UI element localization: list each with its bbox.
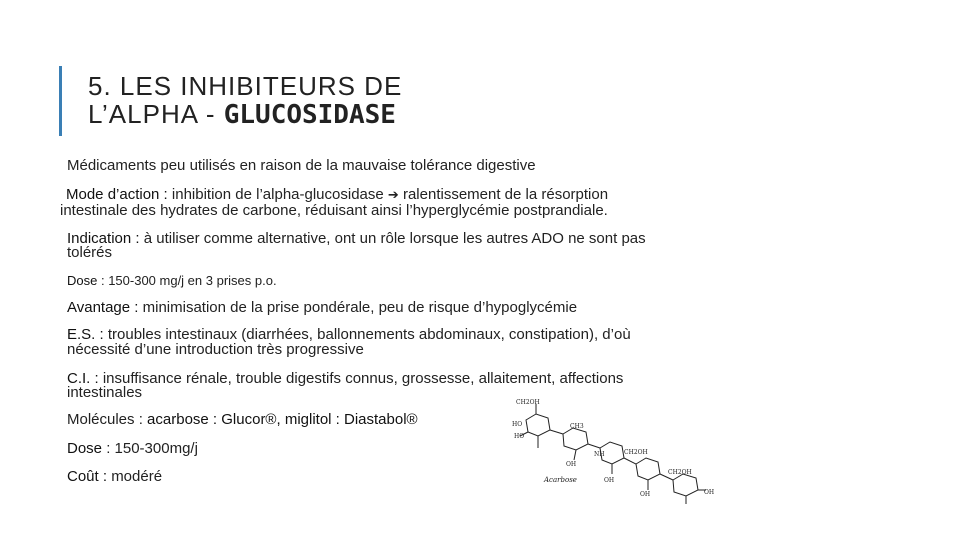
title-line-1: 5. LES INHIBITEURS DE (88, 71, 403, 101)
cost-label: Coût : (67, 468, 112, 485)
mode-action-text-2: ralentissement de la résorption (398, 186, 609, 203)
arrow-icon: ➔ (387, 188, 399, 203)
chem-label-oh-1: OH (566, 461, 577, 468)
dose-daily-text: : 150-300mg/j (102, 440, 198, 457)
molecules-text: acarbose : Glucor®, miglitol : Diastabol® (147, 411, 418, 428)
title-accent-bar (59, 66, 62, 136)
chem-label-oh-4: OH (704, 489, 715, 496)
ring-5 (673, 474, 698, 496)
indication-line-2: tolérés (67, 244, 113, 261)
avantage (67, 301, 577, 315)
contraindications-text: insuffisance rénale, trouble digestifs connus, grossesse, allaitement, affections (102, 370, 624, 387)
chem-label-ho-1: HO (512, 421, 523, 428)
avantage-text: minimisation de la prise pondérale, peu de risque d’hypoglycémie (142, 299, 578, 316)
chem-label-ch3: CH3 (570, 423, 584, 430)
chem-label-ho-2: HO (514, 433, 525, 440)
ring-4 (636, 458, 660, 480)
cost (67, 470, 162, 484)
title-line-2-a: L’ALPHA - (88, 99, 224, 129)
mode-action-label: Mode d’action : (66, 186, 172, 203)
chem-label-nh: NH (594, 451, 605, 458)
contraindications (67, 372, 623, 386)
title-line-2-b: GLUCOSIDASE (223, 100, 396, 130)
molecules (67, 413, 418, 427)
dose-posology (67, 274, 277, 288)
ring-2 (563, 428, 588, 450)
chem-label-ch2oh-right: CH2OH (668, 469, 692, 476)
side-effects-label: E.S. : (67, 326, 108, 343)
ring-1 (526, 414, 550, 436)
avantage-label: Avantage : (67, 299, 143, 316)
mode-action-text: inhibition de l’alpha-glucosidase (171, 186, 384, 203)
dose-text: : 150-300 mg/j en 3 prises p.o. (97, 273, 277, 288)
dose-daily-label: Dose (67, 440, 103, 457)
contraindications-line-2: intestinales (67, 384, 143, 401)
chem-label-oh-3: OH (640, 491, 651, 498)
contraindications-label: C.I. : (67, 370, 103, 387)
side-effects-line-2: nécessité d’une introduction très progressive (67, 341, 364, 358)
title-line-2 (88, 100, 402, 129)
mode-action (66, 188, 608, 203)
indication-text: à utiliser comme alternative, ont un rôle lorsque les autres ADO ne sont pas (143, 230, 646, 247)
indication (67, 232, 646, 246)
indication-label: Indication : (67, 230, 144, 247)
cost-text: modéré (111, 468, 163, 485)
side-effects (67, 328, 631, 342)
dose-daily (67, 442, 198, 456)
chem-label-ch2oh-mid: CH2OH (624, 449, 648, 456)
dose-label: Dose (67, 273, 98, 288)
intro-text: Médicaments peu utilisés en raison de la mauvaise tolérance digestive (67, 157, 536, 174)
molecules-label: Molécules : (67, 411, 148, 428)
mode-action-line-2: intestinale des hydrates de carbone, réduisant ainsi l’hyperglycémie postprandiale. (60, 202, 608, 219)
chem-caption: Acarbose (544, 476, 577, 484)
acarbose-structure-figure (508, 390, 723, 510)
chem-label-ch2oh-top: CH2OH (516, 399, 540, 406)
slide-title (88, 72, 402, 129)
side-effects-text: troubles intestinaux (diarrhées, ballonnements abdominaux, constipation), d’où (107, 326, 631, 343)
chem-label-oh-2: OH (604, 477, 615, 484)
